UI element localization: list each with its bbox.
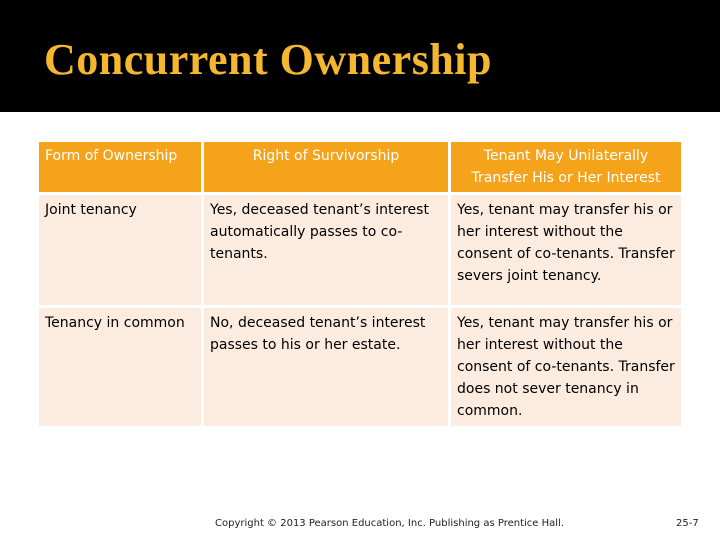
header-transfer-interest: Tenant May Unilaterally Transfer His or Her Interest — [451, 142, 681, 192]
slide-content — [0, 112, 720, 540]
cell-survivorship: No, deceased tenant’s interest passes to his or her estate. — [204, 308, 448, 426]
table-row — [39, 308, 681, 426]
slide-title: Concurrent Ownership — [44, 35, 492, 84]
slide-number: 25-7 — [676, 518, 699, 529]
header-row — [39, 142, 681, 192]
cell-transfer: Yes, tenant may transfer his or her interest without the consent of co-tenants. Transfer severs joint tenancy. — [451, 195, 681, 305]
title-band — [0, 0, 720, 112]
cell-form: Joint tenancy — [39, 195, 201, 305]
copyright-footer: Copyright © 2013 Pearson Education, Inc. Publishing as Prentice Hall. — [215, 518, 564, 529]
table-row — [39, 195, 681, 305]
cell-transfer: Yes, tenant may transfer his or her interest without the consent of co-tenants. Transfer does not sever tenancy in common. — [451, 308, 681, 426]
cell-form: Tenancy in common — [39, 308, 201, 426]
cell-survivorship: Yes, deceased tenant’s interest automatically passes to co-tenants. — [204, 195, 448, 305]
header-right-of-survivorship: Right of Survivorship — [204, 142, 448, 192]
header-form-of-ownership: Form of Ownership — [39, 142, 201, 192]
ownership-table — [36, 139, 684, 429]
